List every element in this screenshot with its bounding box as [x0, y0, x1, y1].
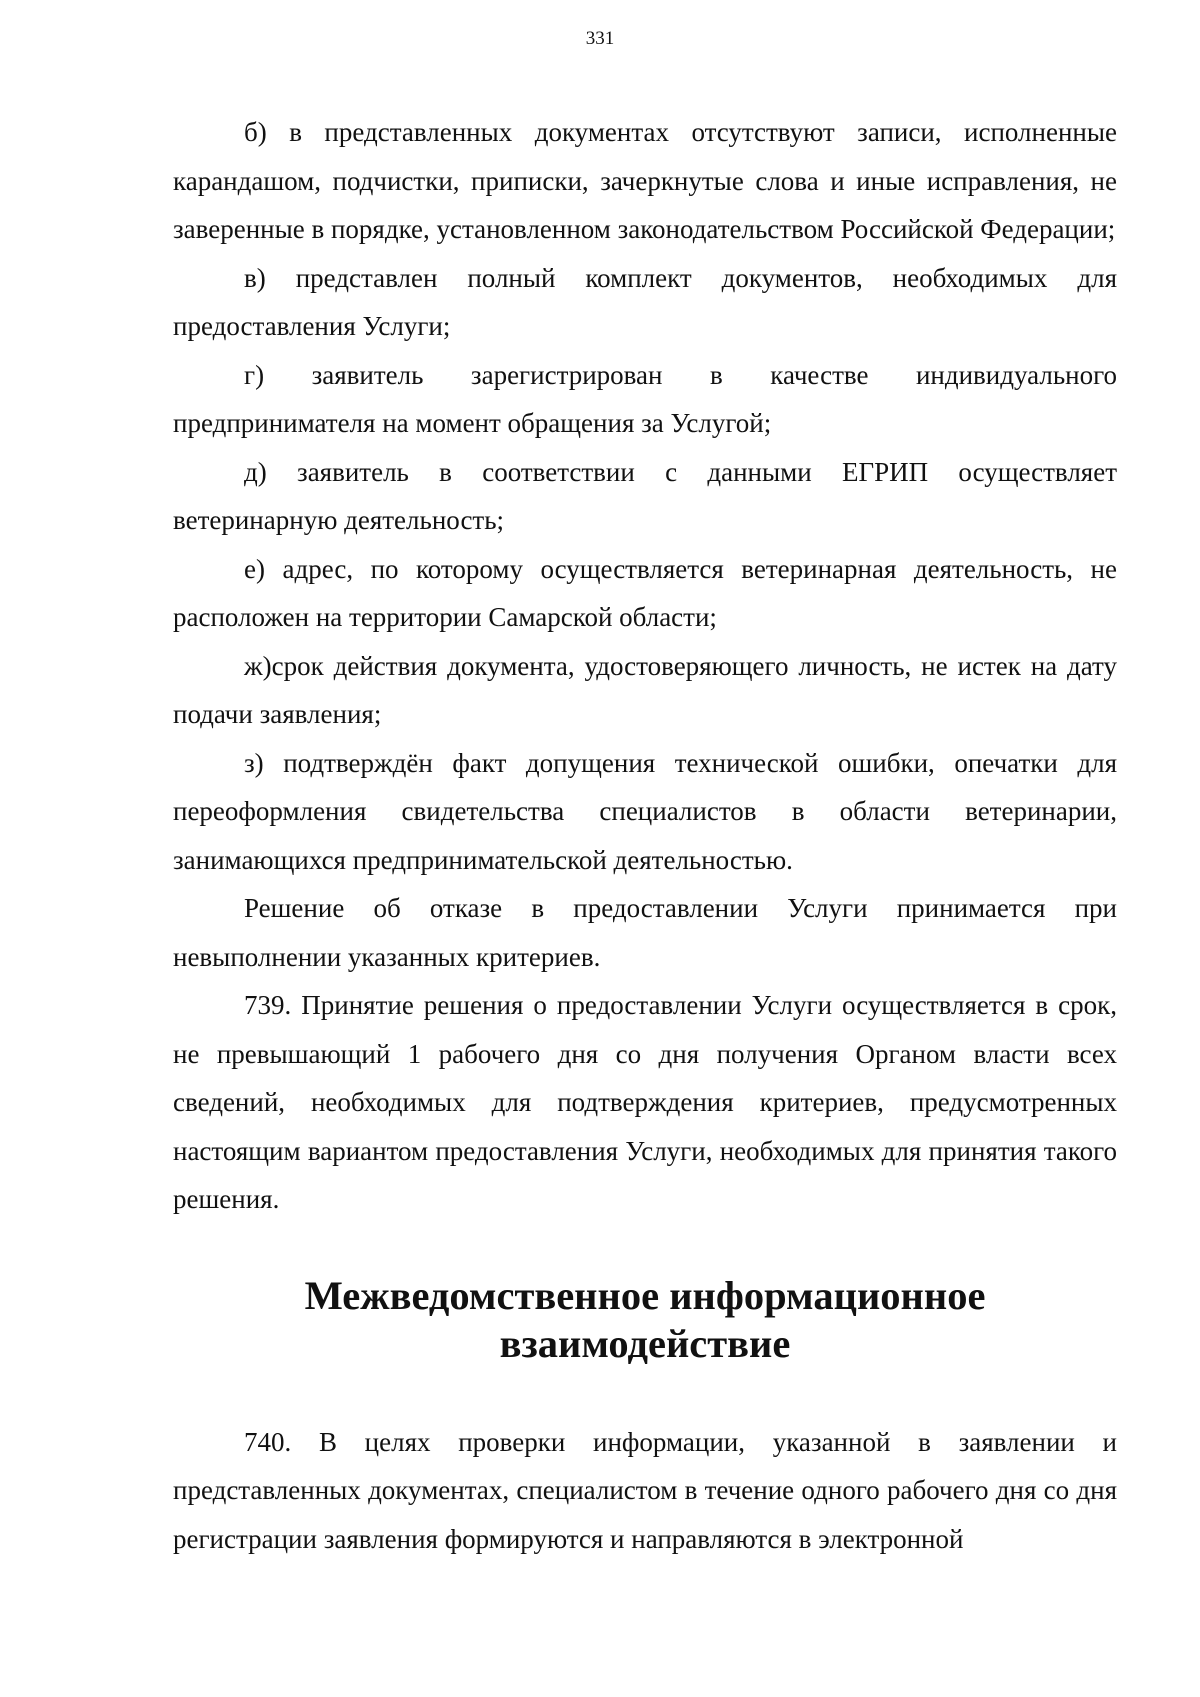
- paragraph-refusal-decision: Решение об отказе в предоставлении Услуги принимается при невыполнении указанных критериев.: [173, 893, 1117, 972]
- paragraph-criterion-d: д) заявитель в соответствии с данными ЕГРИП осуществляет ветеринарную деятельность;: [173, 456, 1117, 535]
- paragraph-criterion-zh: ж)срок действия документа, удостоверяющего личность, не истек на дату подачи заявления;: [173, 650, 1117, 729]
- paragraph-criterion-e: е) адрес, по которому осуществляется ветеринарная деятельность, не расположен на территории Самарской области;: [173, 553, 1117, 632]
- paragraph-criterion-v: в) представлен полный комплект документов, необходимых для предоставления Услуги;: [173, 262, 1117, 341]
- paragraph-740: 740. В целях проверки информации, указанной в заявлении и представленных документах, специалистом в течение одного рабочего дня со дня регистрации заявления формируются и направляются в электронной: [173, 1426, 1117, 1554]
- document-body: [173, 108, 1117, 1563]
- paragraph-criterion-b: б) в представленных документах отсутствуют записи, исполненные карандашом, подчистки, приписки, зачеркнутые слова и иные исправления, не заверенные в порядке, установленном законодательством Российской Федерации;: [173, 117, 1117, 244]
- paragraph-criterion-z: з) подтверждён факт допущения технической ошибки, опечатки для переоформления свидетельства специалистов в области ветеринарии, занимающихся предпринимательской деятельностью.: [173, 747, 1117, 875]
- section-heading: Межведомственное информационное взаимодействие: [304, 1272, 986, 1366]
- paragraph-739: 739. Принятие решения о предоставлении Услуги осуществляется в срок, не превышающий 1 рабочего дня со дня получения Органом власти всех сведений, необходимых для подтверждения критериев, предусмотренных настоящим вариантом предоставления Услуги, необходимых для принятия такого решения.: [173, 990, 1117, 1214]
- page-number: 331: [585, 28, 615, 49]
- paragraph-criterion-g: г) заявитель зарегистрирован в качестве индивидуального предпринимателя на момент обращения за Услугой;: [173, 359, 1117, 438]
